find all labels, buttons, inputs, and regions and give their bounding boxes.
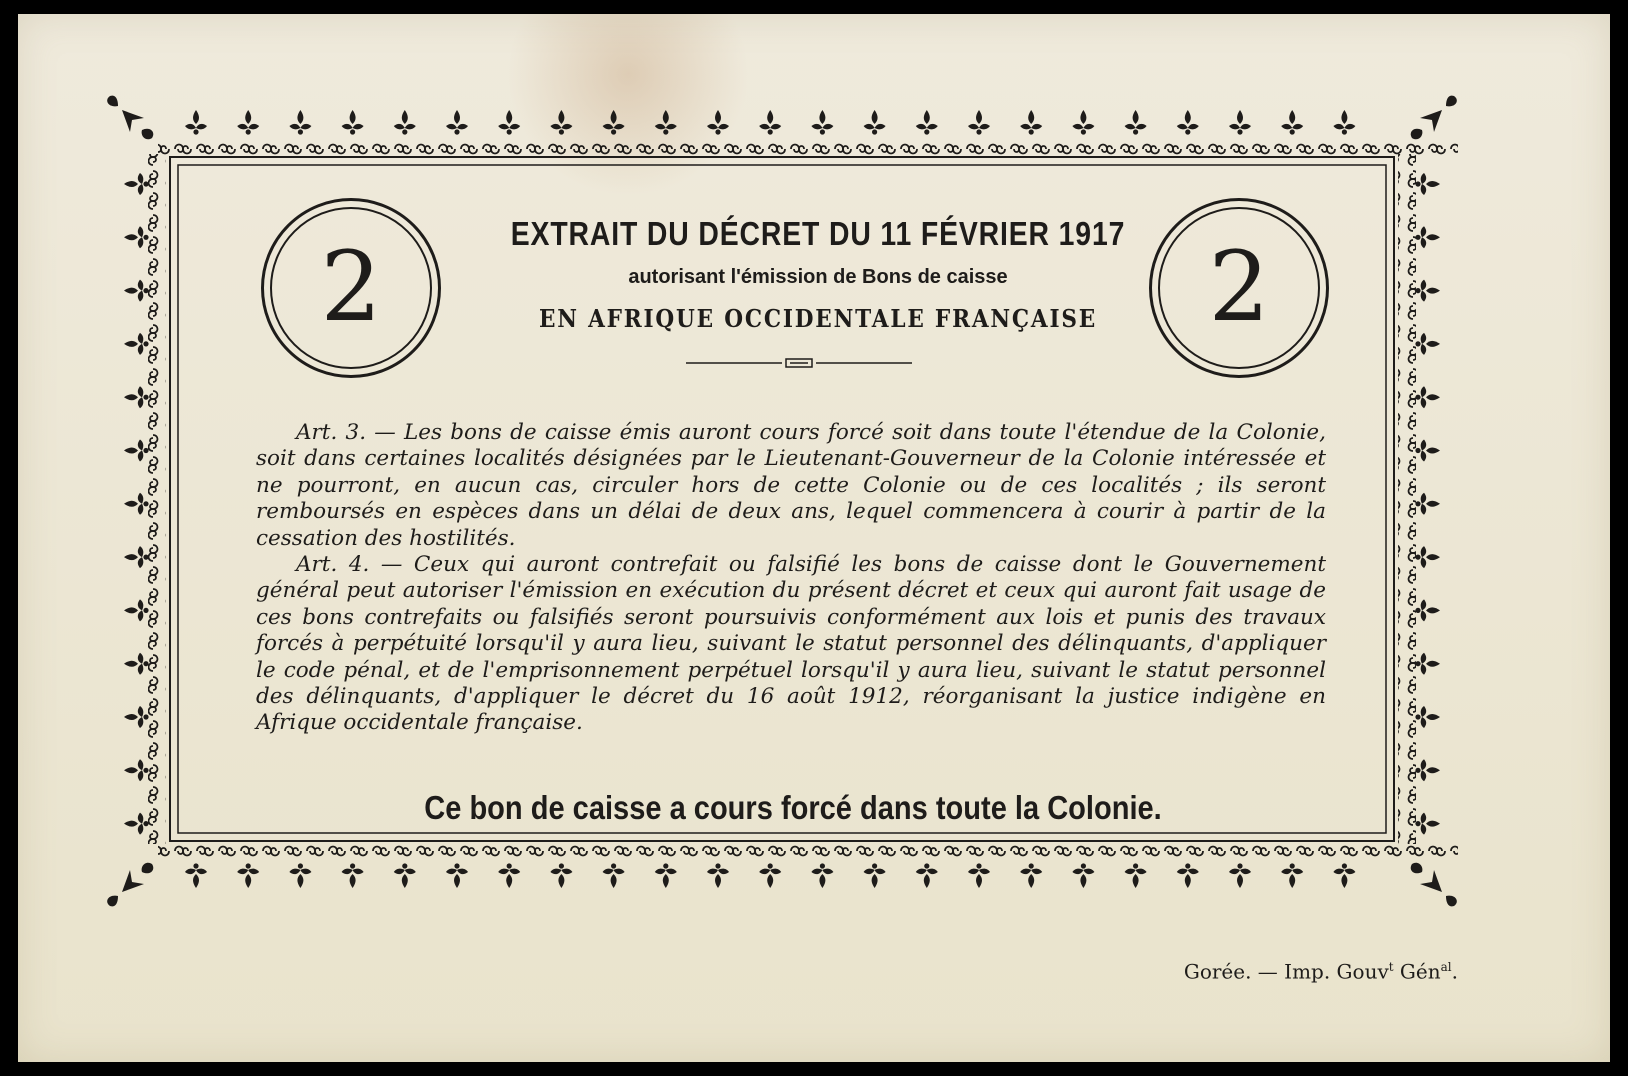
fleur-ornament	[759, 110, 781, 135]
imprint-prefix: Gorée. — Imp. Gouv	[1183, 959, 1389, 984]
fleur-ornament	[864, 110, 886, 135]
fleur-ornament	[1415, 226, 1440, 248]
fleur-ornament	[655, 863, 677, 888]
fleur-ornament	[1072, 863, 1094, 888]
imprint-suffix: .	[1451, 959, 1458, 984]
fleur-ornament	[124, 386, 149, 408]
fleur-ornament	[1415, 759, 1440, 781]
decree-articles	[256, 420, 1326, 737]
fleur-ornament	[394, 110, 416, 135]
fleur-ornament	[498, 110, 520, 135]
fleur-ornament	[1415, 653, 1440, 675]
fleur-ornament	[916, 863, 938, 888]
fleur-ornament	[811, 863, 833, 888]
fleur-ornament	[1229, 863, 1251, 888]
fleur-ornament	[1020, 863, 1042, 888]
fleur-ornament	[968, 863, 990, 888]
fleur-ornament	[446, 863, 468, 888]
fleur-ornament	[124, 706, 149, 728]
fleur-ornament	[124, 280, 149, 302]
decree-heading	[458, 214, 1178, 334]
fleur-ornament	[1229, 110, 1251, 135]
denomination-right: 2	[1208, 231, 1270, 343]
fleur-ornament	[289, 110, 311, 135]
article-4: Art. 4. — Ceux qui auront contrefait ou falsifié les bons de caisse dont le Gouvernement général peut autoriser l'émission en exécution du présent décret et ceux qui auront fait usage de ces bons contrefaits ou falsifiés seront poursuivis conformément aux lois et punis des travaux forcés à perpétuité lorsqu'il y aura lieu, suivant le statut personnel des délinquants, d'appliquer le code pénal, et de l'emprisonnement perpétuel lorsqu'il y aura lieu, suivant le statut personnel des délinquants, d'appliquer le décret du 16 août 1912, réorganisant la justice indigène en Afrique occidentale française.	[256, 552, 1326, 736]
denomination-left: 2	[320, 231, 382, 343]
imprint-middle: Gén	[1393, 959, 1441, 984]
fleur-ornament	[1415, 173, 1440, 195]
fleur-ornament	[498, 863, 520, 888]
fleur-ornament	[1020, 110, 1042, 135]
fleur-ornament	[289, 863, 311, 888]
fleur-ornament	[124, 333, 149, 355]
fleur-ornament	[1072, 110, 1094, 135]
fleur-ornament	[185, 110, 207, 135]
fleur-ornament	[1125, 110, 1147, 135]
imprint-sup-1: t	[1388, 960, 1394, 974]
fleur-ornament	[124, 440, 149, 462]
fleur-ornament	[1333, 110, 1355, 135]
fleur-ornament	[603, 863, 625, 888]
fleur-ornament	[124, 493, 149, 515]
decree-subtitle: autorisant l'émission de Bons de caisse	[628, 266, 1008, 288]
fleur-ornament	[1281, 110, 1303, 135]
denomination-circle-left	[261, 198, 441, 378]
fleur-ornament	[185, 863, 207, 888]
fleur-ornament	[1333, 863, 1355, 888]
fleur-ornament	[1415, 333, 1440, 355]
fleur-ornament	[1415, 493, 1440, 515]
fleur-ornament	[1177, 110, 1199, 135]
fleur-ornament	[124, 653, 149, 675]
fleur-ornament	[124, 546, 149, 568]
fleur-ornament	[342, 863, 364, 888]
fleur-ornament	[1415, 599, 1440, 621]
printer-imprint	[1058, 954, 1458, 985]
fleur-ornament	[916, 110, 938, 135]
banknote-reverse	[18, 14, 1610, 1062]
fleur-ornament	[864, 863, 886, 888]
decree-region: EN AFRIQUE OCCIDENTALE FRANÇAISE	[538, 304, 1098, 333]
decree-title: EXTRAIT DU DÉCRET DU 11 FÉVRIER 1917	[510, 215, 1126, 252]
fleur-ornament	[707, 110, 729, 135]
fleur-ornament	[1415, 813, 1440, 835]
imprint-sup-2: al	[1440, 960, 1452, 974]
fleur-ornament	[1415, 440, 1440, 462]
ornamental-divider	[686, 358, 912, 368]
fleur-ornament	[811, 110, 833, 135]
fleur-ornament	[446, 110, 468, 135]
fleur-ornament	[124, 599, 149, 621]
fleur-ornament	[968, 110, 990, 135]
fleur-ornament	[550, 863, 572, 888]
forced-currency-statement: Ce bon de caisse a cours forcé dans toute la Colonie.	[424, 789, 1162, 826]
fleur-ornament	[1415, 386, 1440, 408]
fleur-ornament	[342, 110, 364, 135]
fleur-ornament	[759, 863, 781, 888]
fleur-ornament	[124, 813, 149, 835]
fleur-ornament	[550, 110, 572, 135]
fleur-ornament	[237, 863, 259, 888]
article-3: Art. 3. — Les bons de caisse émis auront cours forcé soit dans toute l'étendue de la Colonie, soit dans certaines localités désignées par le Lieutenant-Gouverneur de la Colonie intéressée et ne pourront, en aucun cas, circuler hors de cette Colonie ou de ces localités ; ils seront remboursés en espèces dans un délai de deux ans, lequel commencera à courir à partir de la cessation des hostilités.	[256, 420, 1326, 551]
fleur-ornament	[1415, 280, 1440, 302]
fleur-ornament	[1415, 546, 1440, 568]
fleur-ornament	[124, 226, 149, 248]
fleur-ornament	[1177, 863, 1199, 888]
fleur-ornament	[1281, 863, 1303, 888]
fleur-ornament	[1125, 863, 1147, 888]
fleur-ornament	[124, 759, 149, 781]
fleur-ornament	[707, 863, 729, 888]
fleur-ornament	[1415, 706, 1440, 728]
fleur-ornament	[124, 173, 149, 195]
fleur-ornament	[655, 110, 677, 135]
fleur-ornament	[237, 110, 259, 135]
fleur-ornament	[603, 110, 625, 135]
fleur-ornament	[394, 863, 416, 888]
